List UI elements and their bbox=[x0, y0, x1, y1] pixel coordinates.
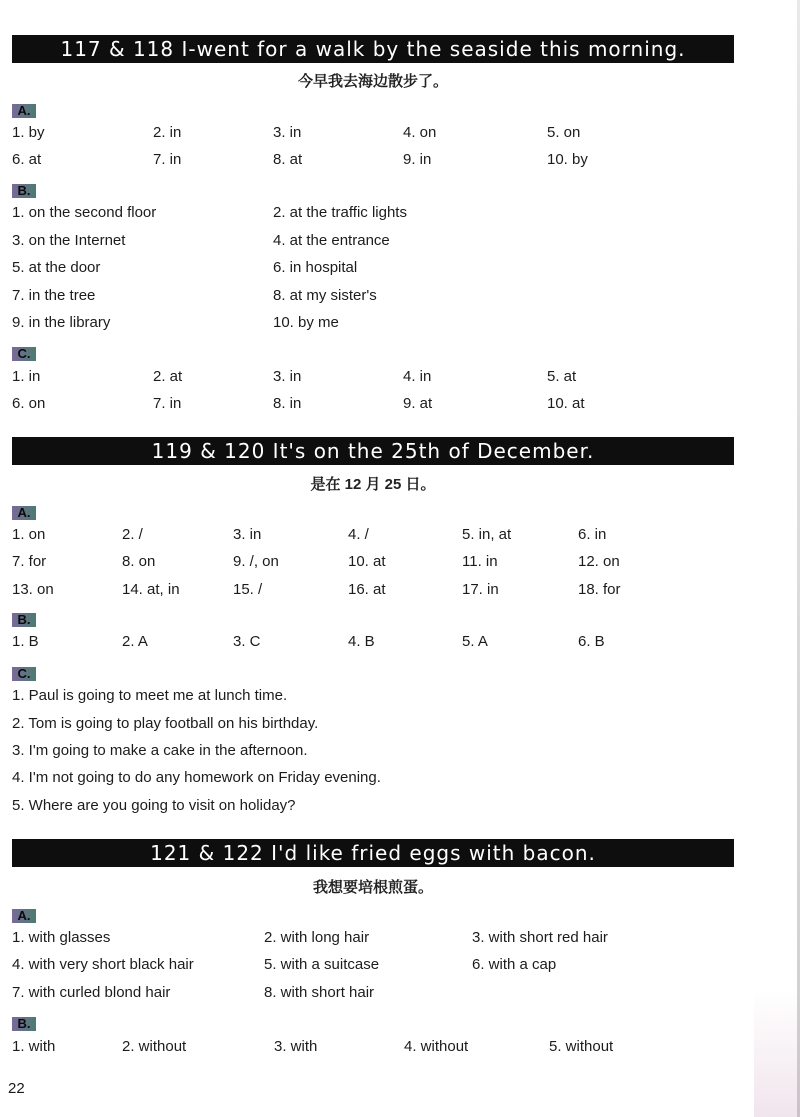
answer-item: 1. by bbox=[12, 124, 45, 141]
answer-item: 6. with a cap bbox=[472, 956, 557, 973]
answer-item: 4. I'm not going to do any homework on Friday evening. bbox=[12, 769, 381, 786]
answer-item: 2. with long hair bbox=[264, 929, 370, 946]
answer-item: 12. on bbox=[578, 553, 620, 570]
answer-item: 10. at bbox=[547, 395, 585, 412]
answer-item: 7. in bbox=[153, 151, 182, 168]
answer-item: 5. on bbox=[547, 124, 581, 141]
answer-item: 1. on the second floor bbox=[12, 204, 157, 221]
answer-item: 3. in bbox=[273, 368, 302, 385]
answer-item: 10. at bbox=[348, 553, 386, 570]
section-subtitle: 今早我去海边散步了。 bbox=[297, 73, 448, 90]
answer-item: 1. B bbox=[12, 633, 39, 650]
answer-row bbox=[0, 768, 800, 788]
section-subtitle: 是在 12 月 25 日。 bbox=[310, 476, 436, 493]
answer-row bbox=[0, 632, 800, 652]
part-label: A. bbox=[12, 909, 36, 923]
answer-item: 5. at the door bbox=[12, 259, 101, 276]
answer-item: 4. in bbox=[403, 368, 432, 385]
answer-item: 4. on bbox=[403, 124, 437, 141]
part-label: B. bbox=[12, 184, 36, 198]
answer-row bbox=[0, 1037, 800, 1057]
answer-item: 3. with short red hair bbox=[472, 929, 608, 946]
answer-row bbox=[0, 258, 800, 278]
part-label: A. bbox=[12, 104, 36, 118]
answer-item: 3. C bbox=[233, 633, 261, 650]
section-banner: 121 & 122 I'd like fried eggs with bacon. bbox=[12, 839, 734, 867]
answer-item: 5. in, at bbox=[462, 526, 512, 543]
answer-item: 15. / bbox=[233, 581, 263, 598]
answer-item: 18. for bbox=[578, 581, 621, 598]
answer-item: 4. without bbox=[404, 1038, 469, 1055]
answer-item: 7. for bbox=[12, 553, 47, 570]
answer-item: 4. with very short black hair bbox=[12, 956, 194, 973]
answer-row bbox=[0, 714, 800, 734]
answer-item: 16. at bbox=[348, 581, 386, 598]
answer-item: 14. at, in bbox=[122, 581, 180, 598]
answer-item: 9. in the library bbox=[12, 314, 111, 331]
answer-row bbox=[0, 231, 800, 251]
part-label: A. bbox=[12, 506, 36, 520]
answer-row bbox=[0, 686, 800, 706]
answer-item: 8. at bbox=[273, 151, 303, 168]
answer-row bbox=[0, 552, 800, 572]
section-subtitle: 我想要培根煎蛋。 bbox=[312, 879, 433, 896]
answer-item: 3. on the Internet bbox=[12, 232, 126, 249]
answer-row bbox=[0, 367, 800, 387]
answer-item: 6. in hospital bbox=[273, 259, 358, 276]
answer-item: 4. at the entrance bbox=[273, 232, 390, 249]
answer-row bbox=[0, 580, 800, 600]
answer-item: 1. with glasses bbox=[12, 929, 111, 946]
answer-item: 5. Where are you going to visit on holiday? bbox=[12, 797, 296, 814]
answer-item: 7. with curled blond hair bbox=[12, 984, 171, 1001]
answer-item: 6. B bbox=[578, 633, 605, 650]
answer-item: 9. at bbox=[403, 395, 433, 412]
part-label: B. bbox=[12, 1017, 36, 1031]
answer-row bbox=[0, 150, 800, 170]
section-banner: 117 & 118 I-went for a walk by the seaside this morning. bbox=[12, 35, 734, 63]
answer-item: 8. with short hair bbox=[264, 984, 375, 1001]
answer-row bbox=[0, 286, 800, 306]
page-number: 22 bbox=[8, 1080, 25, 1097]
answer-row bbox=[0, 955, 800, 975]
answer-item: 6. on bbox=[12, 395, 46, 412]
answer-row bbox=[0, 796, 800, 816]
answer-item: 9. /, on bbox=[233, 553, 279, 570]
answer-row bbox=[0, 123, 800, 143]
answer-item: 2. at bbox=[153, 368, 183, 385]
part-label: B. bbox=[12, 613, 36, 627]
answer-item: 9. in bbox=[403, 151, 432, 168]
answer-item: 2. at the traffic lights bbox=[273, 204, 407, 221]
part-label: C. bbox=[12, 347, 36, 361]
answer-item: 10. by bbox=[547, 151, 588, 168]
answer-item: 6. at bbox=[12, 151, 42, 168]
answer-item: 2. / bbox=[122, 526, 143, 543]
answer-row bbox=[0, 313, 800, 333]
answer-item: 8. at my sister's bbox=[273, 287, 377, 304]
answer-item: 13. on bbox=[12, 581, 54, 598]
answer-item: 8. in bbox=[273, 395, 302, 412]
answer-item: 1. on bbox=[12, 526, 46, 543]
page-corner-tint bbox=[754, 990, 800, 1117]
answer-item: 10. by me bbox=[273, 314, 339, 331]
answer-row bbox=[0, 525, 800, 545]
answer-row bbox=[0, 741, 800, 761]
answer-item: 5. with a suitcase bbox=[264, 956, 380, 973]
answer-item: 1. Paul is going to meet me at lunch time. bbox=[12, 687, 288, 704]
answer-item: 5. A bbox=[462, 633, 488, 650]
answer-item: 1. with bbox=[12, 1038, 56, 1055]
answer-item: 2. Tom is going to play football on his birthday. bbox=[12, 715, 319, 732]
answer-item: 6. in bbox=[578, 526, 607, 543]
answer-item: 8. on bbox=[122, 553, 156, 570]
answer-item: 3. with bbox=[274, 1038, 318, 1055]
answer-item: 4. B bbox=[348, 633, 375, 650]
answer-item: 3. in bbox=[273, 124, 302, 141]
part-label: C. bbox=[12, 667, 36, 681]
answer-item: 7. in bbox=[153, 395, 182, 412]
answer-item: 2. in bbox=[153, 124, 182, 141]
answer-item: 4. / bbox=[348, 526, 369, 543]
answer-row bbox=[0, 928, 800, 948]
answer-item: 7. in the tree bbox=[12, 287, 96, 304]
answer-item: 3. in bbox=[233, 526, 262, 543]
answer-row bbox=[0, 203, 800, 223]
answer-item: 2. A bbox=[122, 633, 148, 650]
section-banner: 119 & 120 It's on the 25th of December. bbox=[12, 437, 734, 465]
answer-item: 11. in bbox=[462, 553, 498, 570]
answer-item: 17. in bbox=[462, 581, 499, 598]
answer-item: 2. without bbox=[122, 1038, 187, 1055]
answer-row bbox=[0, 983, 800, 1003]
answer-row bbox=[0, 394, 800, 414]
answer-item: 5. at bbox=[547, 368, 577, 385]
answer-item: 3. I'm going to make a cake in the afternoon. bbox=[12, 742, 308, 759]
answer-item: 1. in bbox=[12, 368, 41, 385]
answer-item: 5. without bbox=[549, 1038, 614, 1055]
